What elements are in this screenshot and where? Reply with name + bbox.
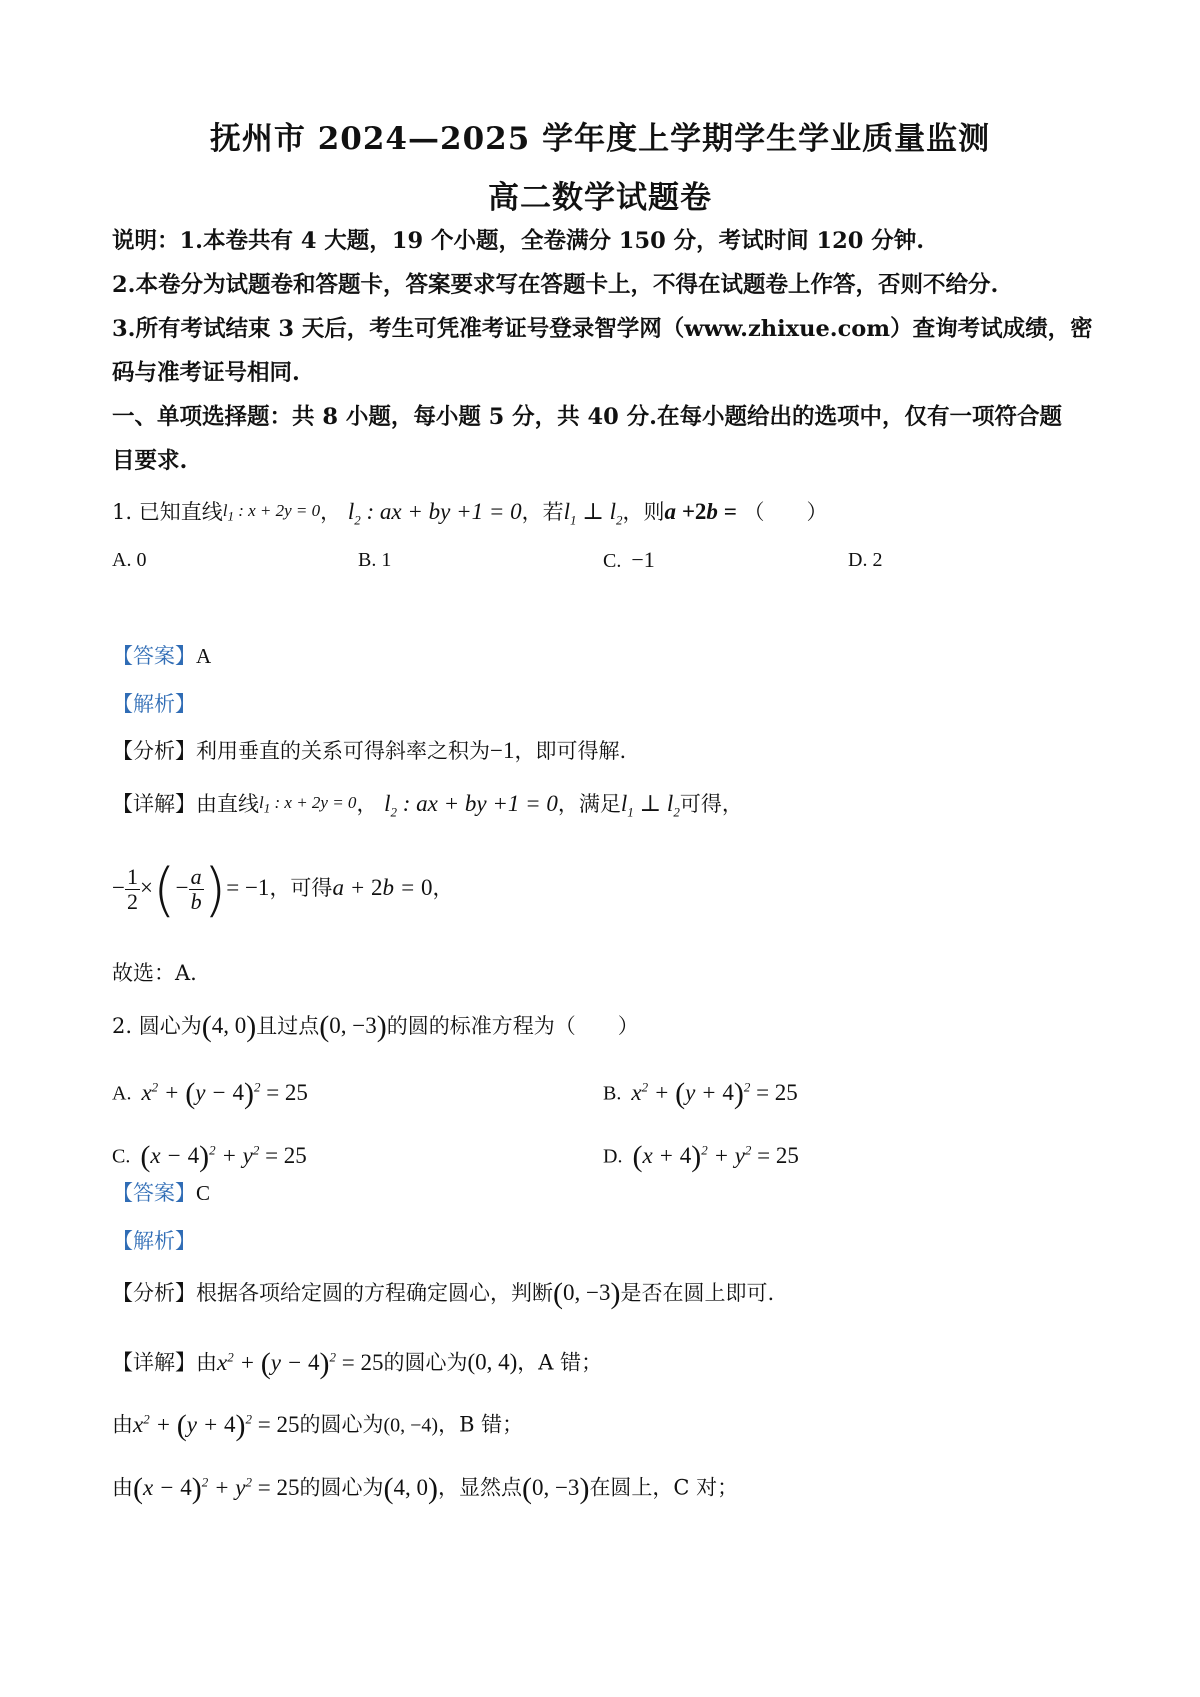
q2-detail-1: 【详解】由$x^2 + (y - 4)^2 = 25$的圆心为(0, 4)，A 错； — [112, 1346, 603, 1380]
q1-calculation: − $\frac{1}{2}$ ×(− $\frac{a}{b}$ )= −1，可得a + 2b = 0， — [112, 855, 454, 924]
line-l2-equation: $l_2$ : ax + by +1 = 0 — [347, 499, 522, 528]
line-l1-equation: $l_1$ : x + 2y = 0 — [222, 501, 321, 524]
q2-option-a: A. $x^2 + (y - 4)^2 = 25$ — [112, 1076, 308, 1110]
q2-option-c: C. $(x - 4)^2 + y^2 = 25$ — [112, 1139, 307, 1173]
instruction-line-2: 2.本卷分为试题卷和答题卡，答案要求写在答题卡上，不得在试题卷上作答，否则不给分. — [112, 272, 999, 298]
q2-detail-3: 由$(x - 4)^2 + y^2 = 25$的圆心为(4, 0)，显然点(0, −3)在圆上，C 对； — [112, 1471, 739, 1505]
answer-tag: 【答案】 — [112, 644, 196, 668]
question-1-stem: 1. 已知直线$l_1$ : x + 2y = 0， $l_2$ : ax + by +1 = 0，若$l_1$ ⊥ $l_2$，则a +2b = （ ） — [112, 499, 828, 528]
question-2-stem: 2. 圆心为(4, 0)且过点(0, −3)的圆的标准方程为（ ） — [112, 1010, 639, 1043]
section-heading-a: 一、单项选择题：共 8 小题，每小题 5 分，共 40 分.在每小题给出的选项中，仅有一项符合题 — [112, 404, 1062, 430]
q1-option-c: C. −1 — [603, 547, 655, 572]
q1-option-a: A. 0 — [112, 549, 147, 571]
instruction-line-3b: 码与准考证号相同. — [112, 360, 300, 386]
target-expression: a +2b = — [664, 499, 737, 524]
perpendicular-condition: $l_1$ ⊥ $l_2$ — [563, 499, 623, 528]
instruction-line-1: 说明：1.本卷共有 4 大题，19 个小题，全卷满分 150 分，考试时间 120 分钟. — [112, 228, 925, 254]
q2-fenxi: 【分析】根据各项给定圆的方程确定圆心，判断(0, −3)是否在圆上即可. — [112, 1277, 775, 1310]
q1-detail: 【详解】由直线$l_1$ : x + 2y = 0， $l_2$ : ax + by +1 = 0，满足$l_1$ ⊥ $l_2$可得， — [112, 791, 743, 820]
q1-answer-row: 【答案】A — [112, 644, 212, 668]
q2-option-b: B. $x^2 + (y + 4)^2 = 25$ — [603, 1076, 798, 1110]
q1-option-b: B. 1 — [358, 549, 392, 571]
q2-detail-2: 由$x^2 + (y + 4)^2 = 25$的圆心为(0, −4)，B 错； — [112, 1408, 524, 1442]
q1-fenxi: 【分析】利用垂直的关系可得斜率之积为−1，即可得解. — [112, 738, 627, 763]
instruction-line-3a: 3.所有考试结束 3 天后，考生可凭准考证号登录智学网（www.zhixue.com）查询考试成绩，密 — [112, 316, 1093, 342]
q2-analysis-tag: 【解析】 — [112, 1229, 196, 1253]
q1-option-d: D. 2 — [848, 549, 883, 571]
exam-title: 抚州市 2024—2025 学年度上学期学生学业质量监测 — [209, 121, 991, 157]
section-heading-b: 目要求. — [112, 448, 188, 474]
answer-blank: （ ） — [743, 500, 828, 524]
q1-analysis-tag: 【解析】 — [112, 692, 196, 716]
question-1-prefix: 1. 已知直线 — [112, 500, 223, 524]
exam-subtitle: 高二数学试题卷 — [488, 180, 712, 216]
q2-option-d: D. $(x + 4)^2 + y^2 = 25$ — [603, 1139, 799, 1173]
q2-answer-row: 【答案】C — [112, 1181, 211, 1205]
q1-conclusion: 故选：A. — [112, 961, 197, 985]
